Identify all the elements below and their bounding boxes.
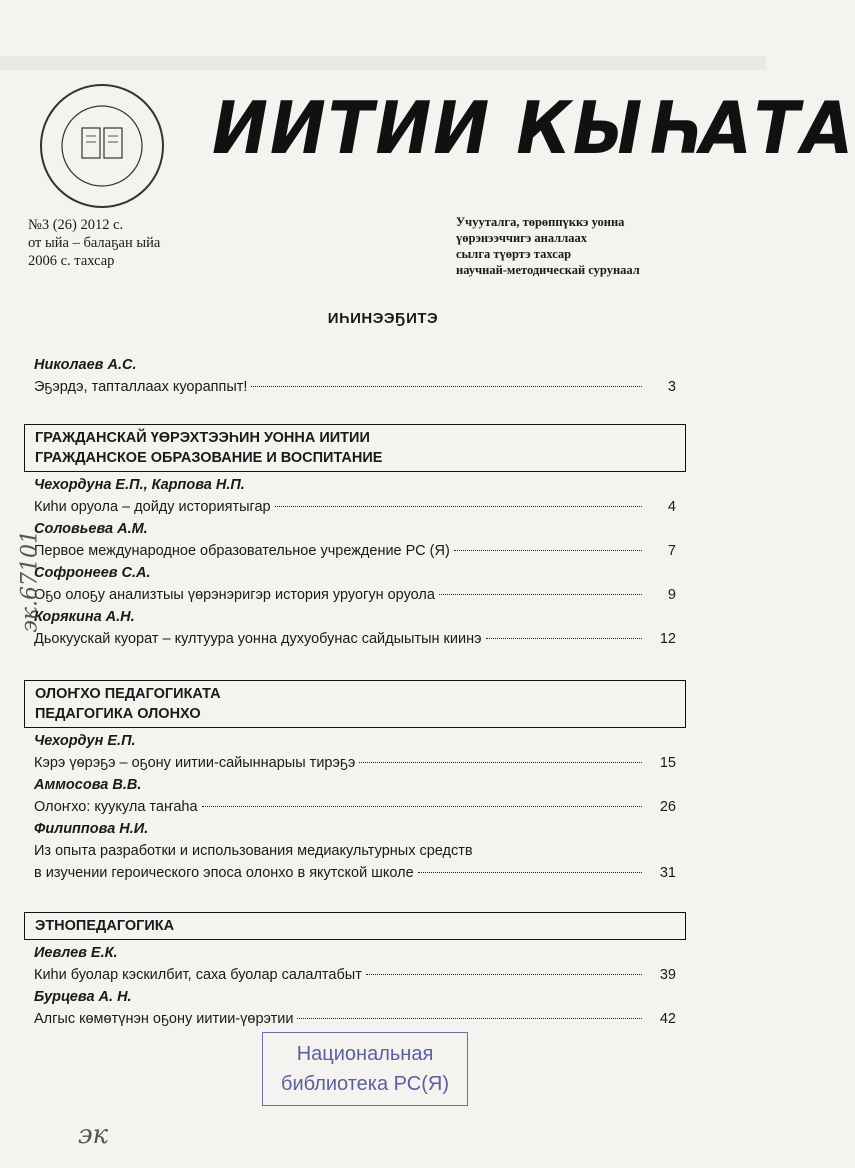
toc-page: 7	[667, 543, 676, 559]
issue-line: от ыйа – балаҕан ыйа	[28, 235, 161, 251]
toc-intro	[34, 354, 676, 398]
leader-dots	[251, 386, 642, 387]
leader-dots	[366, 974, 642, 975]
section-heading	[24, 424, 686, 472]
subtitle-line: сылга түөртэ тахсар	[456, 247, 572, 261]
handwritten-inventory-number: эк.67101	[17, 530, 43, 633]
toc-title: в изучении героического эпоса олонхо в якутской школе	[34, 865, 414, 881]
subtitle-line: научнай-методическай сурунаал	[456, 263, 640, 277]
toc-entry[interactable]	[34, 584, 676, 606]
toc-entry[interactable]	[34, 796, 676, 818]
toc-author: Филиппова Н.И.	[34, 821, 149, 837]
toc-title: Олоҥхо: куукула таҥаһа	[34, 799, 198, 815]
stamp-line: библиотека РС(Я)	[281, 1073, 449, 1095]
leader-dots	[439, 594, 642, 595]
leader-dots	[486, 638, 643, 639]
toc-entry[interactable]	[34, 540, 676, 562]
contents-heading: ИҺИНЭЭҔИТЭ	[327, 310, 439, 327]
toc-author: Бурцева А. Н.	[34, 989, 132, 1005]
toc-page: 42	[659, 1011, 676, 1027]
section-heading	[24, 680, 686, 728]
stamp-line: Национальная	[296, 1043, 434, 1065]
leader-dots	[418, 872, 642, 873]
toc-entry[interactable]	[34, 862, 676, 884]
bleed-through-top	[0, 56, 766, 70]
toc-title: Первое международное образовательное учреждение РС (Я)	[34, 543, 450, 559]
toc-page: 31	[659, 865, 676, 881]
toc-author: Аммосова В.В.	[34, 777, 142, 793]
toc-title: Алгыс көмөтүнэн оҕону иитии-үөрэтии	[34, 1011, 294, 1027]
toc-entry[interactable]	[34, 496, 676, 518]
institute-seal-logo	[40, 84, 164, 208]
toc-page: 39	[659, 967, 676, 983]
toc-author: Чехордуна Е.П., Карпова Н.П.	[34, 477, 245, 493]
toc-author: Софронеев С.А.	[34, 565, 151, 581]
toc-title: Дьокуускай куорат – култуура уонна духуобунас сайдыытын киинэ	[34, 631, 482, 647]
toc-title-line[interactable]: Из опыта разработки и использования медиакультурных средств	[34, 843, 473, 859]
toc-title: Киһи буолар кэскилбит, саха буолар салалтабыт	[34, 967, 362, 983]
toc-page: 12	[659, 631, 676, 647]
toc-page: 3	[667, 379, 676, 395]
leader-dots	[297, 1018, 642, 1019]
toc-title: Киһи оруола – дойду историятыгар	[34, 499, 271, 515]
issue-line: 2006 с. тахсар	[28, 253, 115, 269]
toc-author: Соловьева А.М.	[34, 521, 148, 537]
toc-section-2	[34, 730, 676, 884]
toc-entry[interactable]	[34, 964, 676, 986]
toc-section-1	[34, 474, 676, 650]
library-stamp	[262, 1032, 468, 1106]
handwritten-mark: эк	[78, 1120, 109, 1150]
subtitle-line: Учууталга, төрөппүккэ уонна	[456, 215, 625, 229]
toc-page: 26	[659, 799, 676, 815]
toc-page: 9	[667, 587, 676, 603]
toc-page: 4	[667, 499, 676, 515]
section-heading-line: ОЛОҤХО ПЕДАГОГИКАТА	[35, 686, 221, 702]
toc-author: Николаев А.С.	[34, 357, 137, 373]
leader-dots	[202, 806, 642, 807]
toc-section-3	[34, 942, 676, 1030]
toc-title: Кэрэ үөрэҕэ – оҕону иитии-сайыннарыы тирэҕэ	[34, 755, 356, 771]
issue-info	[28, 216, 308, 270]
toc-author: Корякина А.Н.	[34, 609, 135, 625]
subtitle-line: үөрэнээччигэ аналлаах	[456, 231, 587, 245]
toc-entry[interactable]	[34, 752, 676, 774]
toc-entry[interactable]	[34, 628, 676, 650]
section-heading-line: ПЕДАГОГИКА ОЛОНХО	[35, 706, 201, 722]
toc-entry[interactable]	[34, 1008, 676, 1030]
journal-title: ИИТИИ КЫҺАТА	[212, 86, 855, 170]
toc-page: 15	[659, 755, 676, 771]
leader-dots	[454, 550, 642, 551]
toc-title: Оҕо олоҕу анализтыы үөрэнэригэр история уруогун оруола	[34, 587, 435, 603]
section-heading	[24, 912, 686, 940]
section-heading-line: ГРАЖДАНСКАЙ ҮӨРЭХТЭЭҺИН УОННА ИИТИИ	[35, 430, 370, 446]
section-heading-line: ЭТНОПЕДАГОГИКА	[35, 918, 175, 934]
issue-line: №3 (26) 2012 с.	[28, 217, 124, 233]
toc-title: Эҕэрдэ, тапталлаах куораппыт!	[34, 379, 248, 395]
toc-author: Чехордун Е.П.	[34, 733, 136, 749]
leader-dots	[275, 506, 642, 507]
toc-author: Иевлев Е.К.	[34, 945, 118, 961]
toc-entry[interactable]	[34, 376, 676, 398]
leader-dots	[359, 762, 642, 763]
journal-subtitle	[456, 214, 746, 278]
section-heading-line: ГРАЖДАНСКОЕ ОБРАЗОВАНИЕ И ВОСПИТАНИЕ	[35, 450, 383, 466]
